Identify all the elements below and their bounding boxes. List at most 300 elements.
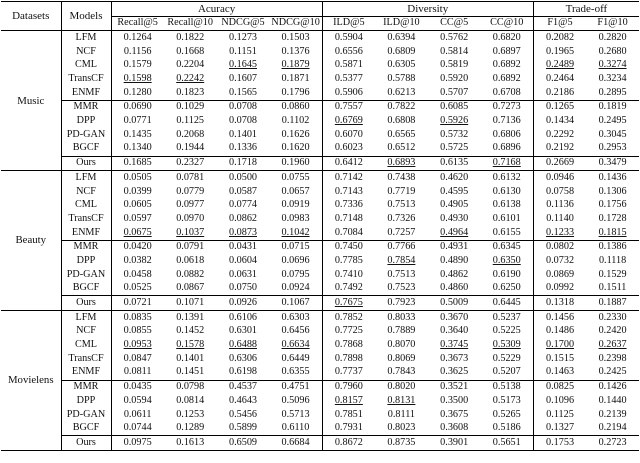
- metric-value: 0.0774: [228, 199, 257, 211]
- metric-value: 0.7142: [322, 171, 375, 185]
- metric-value: 0.4930: [440, 212, 469, 224]
- metric-value: 0.1376: [269, 45, 322, 59]
- metric-value: 0.0696: [269, 254, 322, 268]
- header-row-groups: [1, 2, 639, 17]
- metric-value: 0.0919: [269, 199, 322, 213]
- metric-value: 0.5377: [334, 73, 363, 85]
- metric-value: 0.0750: [228, 282, 257, 294]
- dataset-label: Movielens: [1, 311, 61, 451]
- metric-value: 0.0977: [176, 199, 205, 211]
- metric-header: NDCG@5: [217, 16, 270, 31]
- metric-value: 0.8131: [387, 394, 416, 406]
- metric-value: 0.0435: [111, 380, 164, 394]
- metric-value: 0.1578: [176, 339, 205, 351]
- metric-value: 0.1822: [164, 31, 217, 45]
- metric-value: 0.0862: [228, 212, 257, 224]
- metric-value: 0.1264: [111, 31, 164, 45]
- metric-value: 0.7960: [322, 380, 375, 394]
- metric-value: 0.2292: [546, 128, 575, 140]
- metric-value: 0.0924: [269, 282, 322, 296]
- metric-value: 0.0525: [123, 282, 152, 294]
- metric-value: 0.0597: [123, 212, 152, 224]
- metric-value: 0.1871: [269, 72, 322, 86]
- metric-value: 0.1944: [176, 142, 205, 154]
- metric-value: 0.3608: [440, 422, 469, 434]
- metric-value: 0.4860: [440, 282, 469, 294]
- metric-value: 0.3479: [586, 156, 639, 171]
- metric-value: 0.7822: [375, 100, 428, 114]
- table-row: [1, 240, 639, 254]
- metric-value: 0.7852: [322, 311, 375, 325]
- metric-value: 0.7438: [375, 171, 428, 185]
- metric-value: 0.0690: [111, 100, 164, 114]
- metric-value: 0.5732: [440, 128, 469, 140]
- metric-value: 0.5788: [387, 73, 416, 85]
- metric-value: 0.3625: [440, 366, 469, 378]
- metric-value: 0.2192: [546, 142, 575, 154]
- metric-value: 0.0431: [217, 240, 270, 254]
- metric-value: 0.1391: [164, 311, 217, 325]
- metric-value: 0.6085: [428, 100, 481, 114]
- metric-value: 0.5225: [481, 325, 534, 339]
- metric-value: 0.1071: [164, 296, 217, 311]
- metric-value: 0.7923: [375, 296, 428, 311]
- table-row: [1, 380, 639, 394]
- metric-value: 0.3901: [428, 436, 481, 451]
- metric-header: Recall@10: [164, 16, 217, 31]
- table-row: [1, 366, 639, 380]
- metric-value: 0.1140: [546, 212, 574, 224]
- metric-value: 0.6198: [228, 366, 257, 378]
- metric-value: 0.4595: [440, 185, 469, 197]
- metric-value: 0.6556: [334, 45, 363, 57]
- model-name: LFM: [61, 171, 111, 185]
- metric-value: 0.0505: [111, 171, 164, 185]
- metric-value: 0.6896: [481, 142, 534, 156]
- metric-value: 0.1401: [228, 128, 257, 140]
- models-header: Models: [61, 2, 111, 31]
- metric-value: 0.8735: [375, 436, 428, 451]
- metric-value: 0.4620: [428, 171, 481, 185]
- metric-value: 0.3640: [440, 325, 469, 337]
- metric-value: 0.0779: [176, 185, 205, 197]
- metric-value: 0.1796: [269, 86, 322, 100]
- metric-value: 0.1318: [533, 296, 586, 311]
- model-name: MMR: [61, 380, 111, 394]
- metric-value: 0.1728: [598, 212, 627, 224]
- metric-value: 0.1887: [586, 296, 639, 311]
- metric-value: 0.6301: [228, 325, 257, 337]
- metric-value: 0.7766: [375, 240, 428, 254]
- table-row: [1, 408, 639, 422]
- model-name: NCF: [61, 185, 111, 199]
- metric-value: 0.6130: [481, 185, 534, 199]
- metric-value: 0.7889: [387, 325, 416, 337]
- metric-value: 0.3745: [440, 339, 469, 351]
- metric-value: 0.7737: [334, 366, 363, 378]
- group-header-tradeoff: Trade-off: [533, 2, 639, 17]
- metric-value: 0.7168: [481, 156, 534, 171]
- metric-value: 0.1515: [546, 352, 575, 364]
- metric-value: 0.7450: [322, 240, 375, 254]
- metric-value: 0.6892: [481, 59, 534, 73]
- metric-value: 0.3045: [598, 128, 627, 140]
- model-name: BGCF: [61, 422, 111, 436]
- metric-value: 0.0458: [123, 268, 152, 280]
- metric-value: 0.6250: [481, 282, 534, 296]
- metric-value: 0.5814: [440, 45, 469, 57]
- metric-header: F1@10: [586, 16, 639, 31]
- metric-value: 0.4751: [269, 380, 322, 394]
- metric-value: 0.6445: [481, 296, 534, 311]
- metric-value: 0.0926: [217, 296, 270, 311]
- metric-value: 0.1273: [217, 31, 270, 45]
- table-row: [1, 394, 639, 408]
- table-row: [1, 339, 639, 353]
- metric-value: 0.6350: [481, 254, 534, 268]
- metric-value: 0.0618: [176, 254, 205, 266]
- metric-value: 0.5309: [481, 339, 534, 353]
- metric-value: 0.7931: [334, 422, 363, 434]
- metric-value: 0.1718: [217, 156, 270, 171]
- metric-value: 0.7273: [481, 100, 534, 114]
- metric-value: 0.2680: [598, 45, 627, 57]
- metric-value: 0.0946: [533, 171, 586, 185]
- metric-value: 0.7136: [481, 115, 534, 129]
- metric-value: 0.1125: [176, 115, 205, 127]
- metric-value: 0.1965: [546, 45, 575, 57]
- metric-value: 0.1327: [546, 422, 575, 434]
- metric-value: 0.4537: [217, 380, 270, 394]
- metric-value: 0.1151: [229, 45, 257, 57]
- metric-value: 0.1700: [546, 339, 575, 351]
- metric-value: 0.0869: [546, 268, 575, 280]
- metric-value: 0.0758: [546, 185, 575, 197]
- metric-value: 0.1289: [176, 422, 205, 434]
- group-header-accuracy: Acuracy: [111, 2, 322, 17]
- model-name: LFM: [61, 311, 111, 325]
- model-name: NCF: [61, 45, 111, 59]
- metric-value: 0.1096: [546, 394, 575, 406]
- model-name: Ours: [61, 156, 111, 171]
- metric-value: 0.0604: [228, 254, 257, 266]
- table-row: [1, 100, 639, 114]
- metric-value: 0.0708: [217, 100, 270, 114]
- metric-value: 0.6190: [481, 268, 534, 282]
- metric-value: 0.1306: [598, 185, 627, 197]
- metric-value: 0.6893: [375, 156, 428, 171]
- metric-value: 0.7898: [334, 352, 363, 364]
- metric-value: 0.2489: [546, 59, 575, 71]
- metric-value: 0.6808: [387, 115, 416, 127]
- metric-value: 0.1452: [176, 325, 205, 337]
- metric-value: 0.0825: [533, 380, 586, 394]
- table-row: [1, 199, 639, 213]
- metric-value: 0.5926: [440, 115, 469, 127]
- metric-value: 0.6132: [481, 171, 534, 185]
- table-header: [1, 2, 639, 31]
- metric-value: 0.1436: [586, 171, 639, 185]
- metric-value: 0.0420: [111, 240, 164, 254]
- model-name: TransCF: [61, 352, 111, 366]
- metric-value: 0.5173: [481, 394, 534, 408]
- metric-value: 0.0781: [164, 171, 217, 185]
- metric-value: 0.2895: [598, 86, 627, 98]
- metric-value: 0.6023: [334, 142, 363, 154]
- metric-value: 0.5707: [440, 86, 469, 98]
- metric-value: 0.7084: [334, 226, 363, 238]
- metric-value: 0.6708: [481, 86, 534, 100]
- metric-header: ILD@10: [375, 16, 428, 31]
- metric-value: 0.6305: [387, 59, 416, 71]
- model-name: BGCF: [61, 142, 111, 156]
- metric-value: 0.7851: [334, 408, 363, 420]
- metric-value: 0.1529: [598, 268, 627, 280]
- metric-value: 0.1426: [586, 380, 639, 394]
- datasets-header: Datasets: [1, 2, 61, 31]
- metric-value: 0.2495: [598, 115, 627, 127]
- metric-value: 0.5819: [440, 59, 469, 71]
- metric-value: 0.0975: [111, 436, 164, 451]
- metric-value: 0.0867: [176, 282, 205, 294]
- model-name: CML: [61, 339, 111, 353]
- metric-value: 0.2204: [176, 59, 205, 71]
- metric-value: 0.1265: [533, 100, 586, 114]
- metric-value: 0.1456: [533, 311, 586, 325]
- metric-value: 0.6138: [481, 199, 534, 213]
- metric-value: 0.1565: [228, 86, 257, 98]
- metric-value: 0.3274: [598, 59, 627, 71]
- metric-value: 0.5906: [334, 86, 363, 98]
- metric-value: 0.6135: [428, 156, 481, 171]
- metric-value: 0.0811: [123, 366, 152, 378]
- metric-value: 0.8023: [387, 422, 416, 434]
- metric-value: 0.0611: [123, 408, 152, 420]
- metric-value: 0.0798: [164, 380, 217, 394]
- metric-value: 0.0675: [123, 226, 152, 238]
- metric-value: 0.6684: [269, 436, 322, 451]
- metric-value: 0.6449: [269, 352, 322, 366]
- metric-value: 0.8020: [375, 380, 428, 394]
- metric-value: 0.1042: [269, 226, 322, 240]
- metric-header: CC@10: [481, 16, 534, 31]
- metric-value: 0.5871: [334, 59, 363, 71]
- metric-value: 0.1823: [176, 86, 205, 98]
- table-row: [1, 226, 639, 240]
- metric-value: 0.2186: [546, 86, 575, 98]
- metric-value: 0.1486: [546, 325, 575, 337]
- metric-value: 0.2637: [598, 339, 627, 351]
- metric-value: 0.2420: [598, 325, 627, 337]
- metric-value: 0.5009: [428, 296, 481, 311]
- metric-value: 0.6806: [481, 128, 534, 142]
- metric-value: 0.6070: [334, 128, 363, 140]
- table-row: [1, 268, 639, 282]
- metric-value: 0.3500: [440, 394, 469, 406]
- table-row: [1, 282, 639, 296]
- metric-value: 0.5920: [440, 73, 469, 85]
- model-name: CML: [61, 59, 111, 73]
- metric-value: 0.0795: [269, 268, 322, 282]
- metric-value: 0.1879: [269, 59, 322, 73]
- metric-value: 0.1598: [123, 73, 152, 85]
- metric-value: 0.0882: [176, 268, 205, 280]
- metric-value: 0.7854: [387, 254, 416, 266]
- model-name: Ours: [61, 436, 111, 451]
- metric-value: 0.6106: [217, 311, 270, 325]
- table-row: [1, 422, 639, 436]
- table-row: [1, 115, 639, 129]
- metric-value: 0.7513: [387, 268, 416, 280]
- metric-value: 0.6303: [269, 311, 322, 325]
- model-name: TransCF: [61, 212, 111, 226]
- metric-value: 0.7148: [334, 212, 363, 224]
- metric-value: 0.8672: [322, 436, 375, 451]
- metric-value: 0.1579: [123, 59, 152, 71]
- metric-value: 0.4931: [428, 240, 481, 254]
- table-row: [1, 72, 639, 86]
- model-name: ENMF: [61, 226, 111, 240]
- metric-value: 0.6412: [322, 156, 375, 171]
- results-table: [1, 1, 639, 451]
- metric-value: 0.5138: [481, 380, 534, 394]
- metric-value: 0.5725: [440, 142, 469, 154]
- metric-value: 0.6820: [481, 31, 534, 45]
- metric-value: 0.0847: [123, 352, 152, 364]
- metric-value: 0.2398: [598, 352, 627, 364]
- metric-value: 0.0860: [269, 100, 322, 114]
- metric-value: 0.0708: [228, 115, 257, 127]
- metric-value: 0.1620: [269, 142, 322, 156]
- metric-value: 0.6155: [481, 226, 534, 240]
- metric-value: 0.5207: [481, 366, 534, 380]
- metric-value: 0.7557: [322, 100, 375, 114]
- metric-value: 0.0835: [111, 311, 164, 325]
- metric-value: 0.0657: [269, 185, 322, 199]
- metric-value: 0.2139: [598, 408, 627, 420]
- metric-value: 0.2723: [586, 436, 639, 451]
- metric-value: 0.5265: [481, 408, 534, 422]
- metric-value: 0.0500: [217, 171, 270, 185]
- metric-value: 0.6213: [387, 86, 416, 98]
- metric-value: 0.5456: [228, 408, 257, 420]
- metric-value: 0.1819: [586, 100, 639, 114]
- table-row: [1, 311, 639, 325]
- metric-value: 0.2669: [533, 156, 586, 171]
- metric-value: 0.6809: [387, 45, 416, 57]
- metric-value: 0.7675: [322, 296, 375, 311]
- table-row: [1, 128, 639, 142]
- metric-value: 0.0631: [228, 268, 257, 280]
- metric-value: 0.1233: [546, 226, 575, 238]
- metric-value: 0.2330: [586, 311, 639, 325]
- metric-header: Recall@5: [111, 16, 164, 31]
- dataset-label: Beauty: [1, 171, 61, 311]
- metric-value: 0.6634: [269, 339, 322, 353]
- metric-value: 0.8033: [375, 311, 428, 325]
- table-row: [1, 185, 639, 199]
- table-row: [1, 212, 639, 226]
- table-row: [1, 31, 639, 45]
- metric-value: 0.1607: [228, 73, 257, 85]
- metric-value: 0.1668: [176, 45, 205, 57]
- metric-value: 0.1440: [598, 394, 627, 406]
- metric-value: 0.5229: [481, 352, 534, 366]
- metric-value: 0.0605: [123, 199, 152, 211]
- metric-value: 0.1753: [533, 436, 586, 451]
- metric-value: 0.0873: [228, 226, 257, 238]
- metric-value: 0.6101: [481, 212, 534, 226]
- metric-value: 0.4905: [440, 199, 469, 211]
- metric-value: 0.7143: [334, 185, 363, 197]
- table-row: [1, 156, 639, 171]
- metric-value: 0.7868: [334, 339, 363, 351]
- metric-value: 0.5651: [481, 436, 534, 451]
- metric-value: 0.7719: [387, 185, 416, 197]
- metric-value: 0.1434: [546, 115, 575, 127]
- metric-value: 0.4643: [228, 394, 257, 406]
- metric-value: 0.1503: [269, 31, 322, 45]
- table-row: [1, 59, 639, 73]
- metric-value: 0.0855: [123, 325, 152, 337]
- table-row: [1, 171, 639, 185]
- metric-value: 0.2242: [176, 73, 205, 85]
- metric-value: 0.3673: [440, 352, 469, 364]
- model-name: DPP: [61, 394, 111, 408]
- metric-value: 0.0732: [546, 254, 575, 266]
- metric-header: ILD@5: [322, 16, 375, 31]
- metric-value: 0.0791: [164, 240, 217, 254]
- metric-value: 0.0755: [269, 171, 322, 185]
- model-name: TransCF: [61, 72, 111, 86]
- model-name: PD-GAN: [61, 408, 111, 422]
- model-name: PD-GAN: [61, 128, 111, 142]
- model-name: ENMF: [61, 86, 111, 100]
- metric-value: 0.2820: [586, 31, 639, 45]
- metric-value: 0.4890: [440, 254, 469, 266]
- metric-value: 0.5237: [481, 311, 534, 325]
- table-body: [1, 31, 639, 451]
- metric-value: 0.7326: [387, 212, 416, 224]
- metric-value: 0.5762: [428, 31, 481, 45]
- metric-value: 0.0953: [123, 339, 152, 351]
- model-name: LFM: [61, 31, 111, 45]
- metric-value: 0.1118: [598, 254, 627, 266]
- metric-value: 0.1626: [269, 128, 322, 142]
- metric-value: 0.0802: [533, 240, 586, 254]
- metric-value: 0.1463: [546, 366, 575, 378]
- group-header-diversity: Diversity: [322, 2, 533, 17]
- metric-value: 0.3670: [428, 311, 481, 325]
- metric-value: 0.1386: [586, 240, 639, 254]
- metric-value: 0.1067: [269, 296, 322, 311]
- model-name: PD-GAN: [61, 268, 111, 282]
- metric-value: 0.6345: [481, 240, 534, 254]
- metric-value: 0.1336: [228, 142, 257, 154]
- table-row: [1, 352, 639, 366]
- table-row: [1, 436, 639, 451]
- model-name: BGCF: [61, 282, 111, 296]
- metric-value: 0.8157: [334, 394, 363, 406]
- table-row: [1, 45, 639, 59]
- metric-value: 0.8070: [387, 339, 416, 351]
- metric-value: 0.0715: [269, 240, 322, 254]
- metric-value: 0.6769: [334, 115, 363, 127]
- metric-value: 0.1511: [598, 282, 627, 294]
- metric-value: 0.1029: [164, 100, 217, 114]
- metric-value: 0.1037: [176, 226, 205, 238]
- metric-value: 0.6897: [481, 45, 534, 59]
